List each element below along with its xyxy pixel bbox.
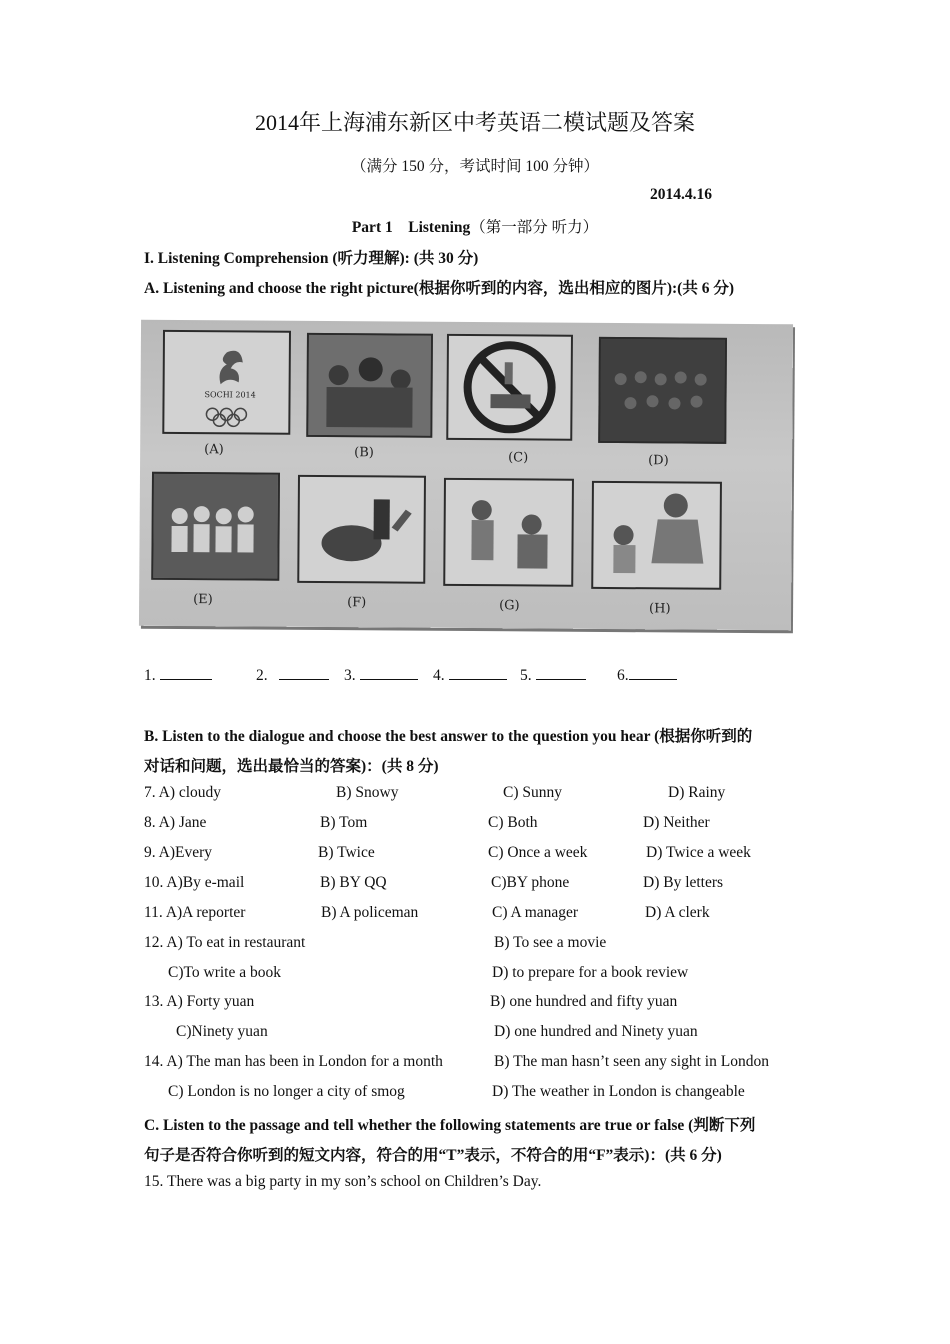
option-b: B) one hundred and fifty yuan: [490, 993, 678, 1010]
option-b: B) Tom: [320, 814, 368, 831]
picture-label-b: (B): [354, 445, 374, 461]
option-b: B) The man hasn’t seen any sight in London: [494, 1053, 769, 1070]
answer-blank-1: 1.: [144, 665, 212, 685]
option-c: C) London is no longer a city of smog: [168, 1083, 405, 1100]
option-c: C)To write a book: [168, 964, 281, 981]
option-c: C) Sunny: [503, 784, 562, 801]
blank-line[interactable]: [279, 665, 329, 680]
picture-g: [443, 478, 574, 587]
option-b: B) Snowy: [336, 784, 399, 801]
olympic-logo-icon: [164, 332, 289, 433]
option-a: 14. A) The man has been in London for a month: [144, 1053, 443, 1070]
picture-label-a: (A): [204, 442, 224, 458]
section-c-heading-line1: C. Listen to the passage and tell whether the following statements are true or false (判断下列: [144, 1117, 756, 1134]
blank-line[interactable]: [449, 665, 507, 680]
picture-label-c: (C): [508, 450, 529, 466]
option-a: 13. A) Forty yuan: [144, 993, 255, 1010]
blank-line[interactable]: [629, 665, 677, 680]
option-b: B) A policeman: [321, 904, 419, 921]
option-c: C)Ninety yuan: [176, 1023, 268, 1040]
elderly-care-icon: [445, 480, 572, 585]
crowd-icon: [308, 335, 431, 436]
option-a: 11. A)A reporter: [144, 904, 246, 921]
section-c-heading-line2: 句子是否符合你听到的短文内容，符合的用“T”表示，不符合的用“F”表示)：(共 6 分): [144, 1147, 722, 1164]
option-a: 12. A) To eat in restaurant: [144, 934, 306, 951]
blank-line[interactable]: [536, 665, 586, 680]
blank-line[interactable]: [360, 665, 418, 680]
option-a: 10. A)By e-mail: [144, 874, 245, 891]
option-d: D) Twice a week: [646, 844, 751, 861]
option-d: D) one hundred and Ninety yuan: [494, 1023, 698, 1040]
section-1-heading: I. Listening Comprehension (听力理解): (共 30 分): [144, 250, 479, 267]
page-title: 2014年上海浦东新区中考英语二模试题及答案: [254, 110, 695, 135]
option-a: 9. A)Every: [144, 844, 213, 861]
picture-label-g: (G): [499, 598, 520, 614]
option-a: 8. A) Jane: [144, 814, 207, 831]
option-a: 7. A) cloudy: [144, 784, 222, 801]
option-d: D) to prepare for a book review: [492, 964, 689, 981]
picture-label-d: (D): [648, 453, 669, 469]
team-photo-icon: [600, 339, 725, 442]
answer-blank-3: 3.: [344, 665, 418, 685]
picture-a: [162, 330, 291, 435]
option-c: C) Once a week: [488, 844, 588, 861]
fast-food-icon: [299, 477, 424, 582]
option-d: D) A clerk: [645, 904, 710, 921]
picture-label-h: (H): [649, 601, 671, 617]
option-d: D) By letters: [643, 874, 724, 891]
cinema-audience-icon: [153, 474, 278, 579]
option-d: D) Rainy: [668, 784, 726, 801]
picture-e: [151, 472, 280, 581]
option-d: D) Neither: [643, 814, 710, 831]
option-d: D) The weather in London is changeable: [492, 1083, 745, 1100]
option-c: C) Both: [488, 814, 538, 831]
section-a-heading: A. Listening and choose the right picture(根据你听到的内容，选出相应的图片):(共 6 分): [144, 280, 734, 297]
exam-info: （满分 150 分，考试时间 100 分钟）: [350, 158, 599, 175]
question-15: 15. There was a big party in my son’s school on Children’s Day.: [144, 1173, 542, 1190]
option-b: B) To see a movie: [494, 934, 607, 951]
answer-blank-6: 6.: [617, 665, 677, 685]
helping-child-icon: [593, 483, 720, 588]
blank-line[interactable]: [160, 665, 212, 680]
picture-f: [297, 475, 426, 584]
picture-label-e: (E): [193, 592, 213, 608]
option-c: C) A manager: [492, 904, 579, 921]
option-b: B) Twice: [318, 844, 375, 861]
part-heading-en: Part 1 Listening: [351, 219, 471, 236]
picture-h: [591, 481, 722, 590]
picture-d: [598, 337, 727, 444]
answer-blank-2: 2.: [256, 665, 329, 685]
picture-c: [446, 334, 573, 441]
section-b-heading-line2: 对话和问题，选出最恰当的答案)：(共 8 分): [144, 758, 439, 775]
option-c: C)BY phone: [491, 874, 570, 891]
answer-blank-5: 5.: [520, 665, 586, 685]
picture-sheet-photo: [139, 320, 793, 631]
picture-b: [306, 333, 433, 438]
section-b-heading-line1: B. Listen to the dialogue and choose the best answer to the question you hear (根据你听到的: [144, 728, 753, 745]
part-heading-cn: （第一部分 听力）: [470, 219, 599, 236]
sochi-logo-text: SOCHI 2014: [204, 390, 256, 400]
option-b: B) BY QQ: [320, 874, 387, 891]
exam-date: 2014.4.16: [650, 186, 712, 203]
answer-blank-4: 4.: [433, 665, 507, 685]
part-heading: [0, 215, 950, 237]
no-drink-driving-icon: [448, 336, 571, 439]
picture-label-f: (F): [347, 595, 367, 611]
